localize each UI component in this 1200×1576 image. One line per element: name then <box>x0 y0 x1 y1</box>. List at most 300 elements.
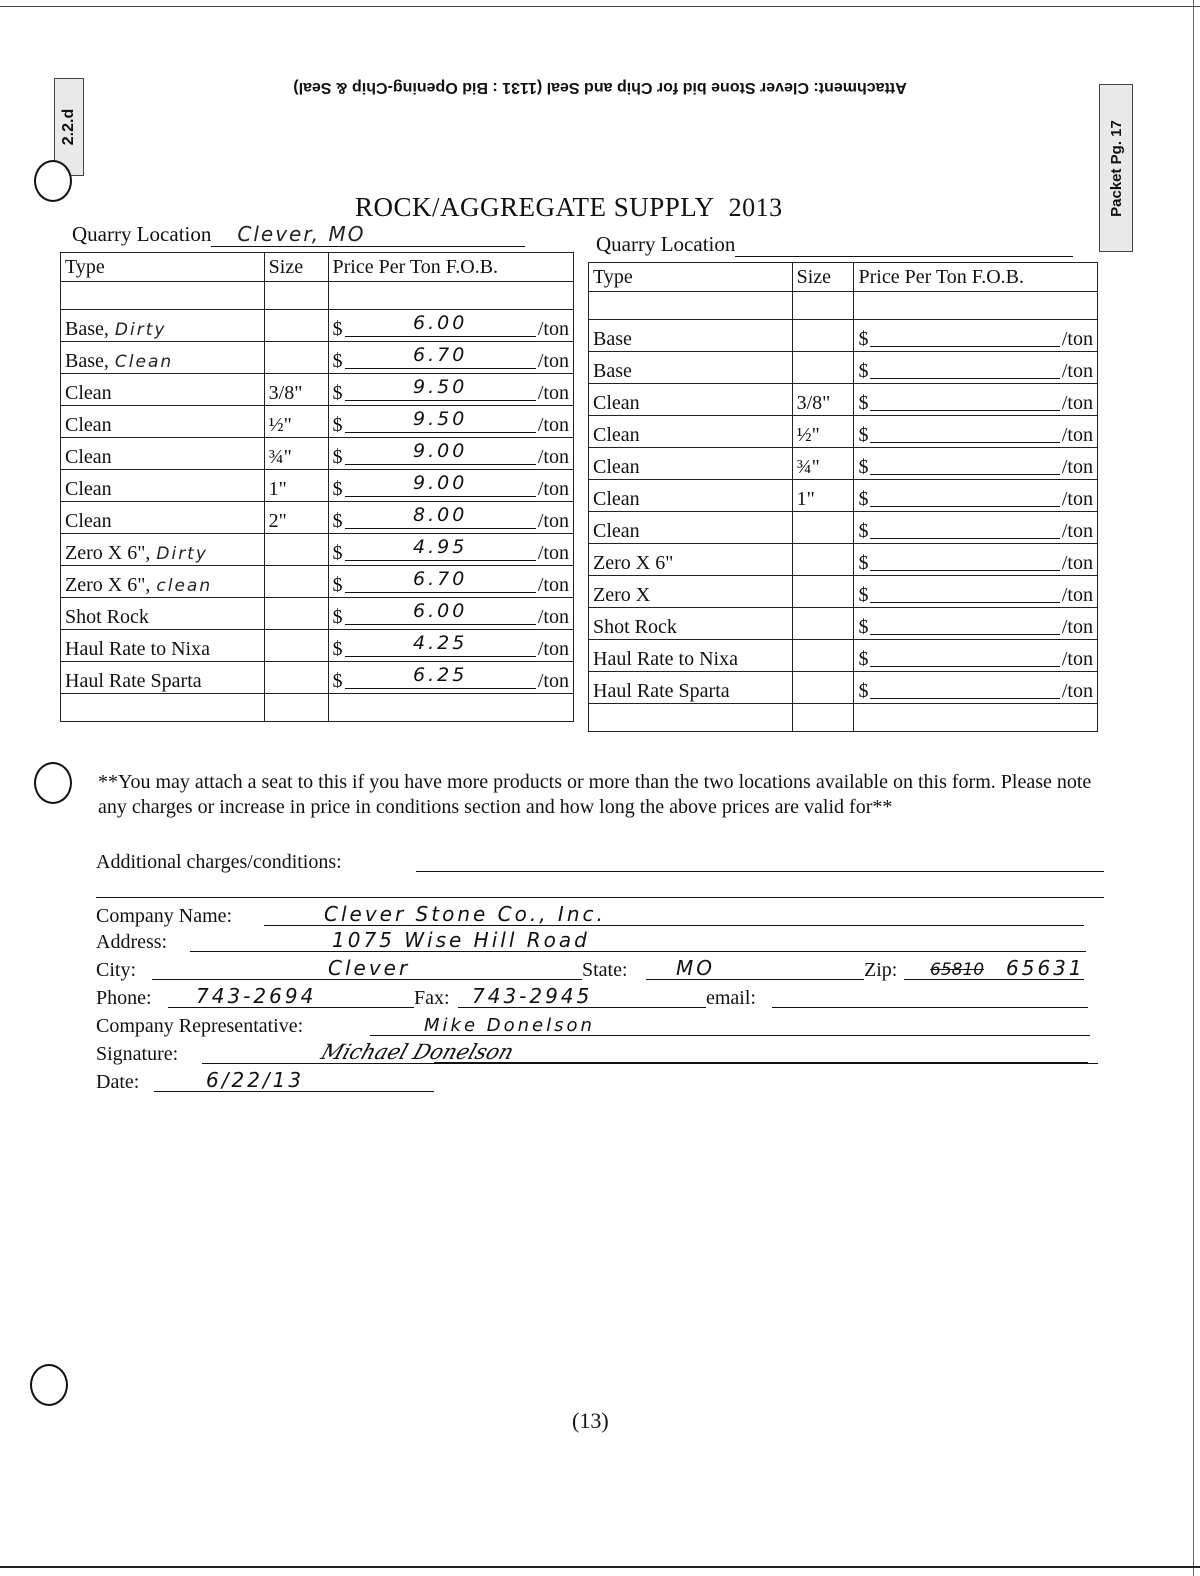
blank-cell <box>589 704 793 732</box>
size-cell <box>792 608 854 640</box>
size-cell <box>264 598 328 630</box>
unit-label: /ton <box>537 446 569 468</box>
price-cell <box>328 342 573 374</box>
table-row <box>589 480 1098 512</box>
size-cell <box>792 512 854 544</box>
unit-label: /ton <box>537 542 569 564</box>
type-cell <box>61 534 265 566</box>
price-cell <box>328 534 573 566</box>
type-text: Base <box>593 328 632 350</box>
quarry-location-label: Quarry Location <box>596 232 736 256</box>
table-row <box>61 470 574 502</box>
company-name-label: Company Name: <box>96 905 233 927</box>
quarry-location-right <box>596 232 1073 257</box>
blank-cell <box>328 282 573 310</box>
phone-label: Phone: <box>96 987 152 1009</box>
unit-label: /ton <box>1061 584 1093 606</box>
quarry-location-value: Clever, MO <box>211 222 525 247</box>
price-field <box>333 502 569 533</box>
packet-page-tab <box>1099 84 1133 252</box>
address-row <box>96 928 1096 956</box>
page-edge-right <box>1193 0 1194 1576</box>
page-edge-top <box>0 6 1200 7</box>
blank-cell <box>61 282 265 310</box>
left-price-table <box>60 252 574 722</box>
table-row <box>589 384 1098 416</box>
type-text: Haul Rate Sparta <box>593 680 730 702</box>
price-field <box>333 566 569 597</box>
unit-label: /ton <box>1061 456 1093 478</box>
unit-label: /ton <box>1061 488 1093 510</box>
price-value: 6.70 <box>345 342 536 369</box>
price-field <box>333 406 569 437</box>
currency-symbol: $ <box>858 648 869 670</box>
type-cell <box>589 352 793 384</box>
price-value <box>870 320 1059 347</box>
blank-row <box>61 694 574 722</box>
price-cell <box>328 662 573 694</box>
price-value: 4.25 <box>345 630 536 657</box>
currency-symbol: $ <box>858 616 869 638</box>
size-cell <box>792 544 854 576</box>
table-row <box>589 544 1098 576</box>
size-cell <box>264 310 328 342</box>
type-text: Clean <box>65 446 112 468</box>
table-row <box>61 374 574 406</box>
type-handwritten: Clean <box>114 352 174 372</box>
price-cell <box>854 448 1098 480</box>
price-value <box>870 576 1059 603</box>
type-cell <box>589 608 793 640</box>
type-cell <box>61 630 265 662</box>
unit-label: /ton <box>537 574 569 596</box>
price-field <box>858 672 1093 703</box>
price-value <box>870 480 1059 507</box>
type-text: Zero X <box>593 584 651 606</box>
price-cell <box>854 544 1098 576</box>
table-row <box>61 406 574 438</box>
currency-symbol: $ <box>858 392 869 414</box>
price-field <box>858 512 1093 543</box>
representative-value: Mike Donelson <box>424 1015 595 1036</box>
table-row <box>589 672 1098 704</box>
unit-label: /ton <box>1061 680 1093 702</box>
type-handwritten: Dirty <box>156 544 208 564</box>
instructions-note: **You may attach a seat to this if you have more products or more than the two locations available on this form. Please note any charges or increase in price in conditions section and how long the above prices are valid for** <box>98 771 1092 818</box>
currency-symbol: $ <box>332 670 343 692</box>
punch-hole <box>34 762 72 804</box>
size-header: Size <box>792 263 854 292</box>
size-cell <box>264 630 328 662</box>
price-field <box>858 352 1093 383</box>
blank-cell <box>328 694 573 722</box>
blank-row <box>61 282 574 310</box>
form-title-text: ROCK/AGGREGATE SUPPLY <box>355 192 715 222</box>
email-line <box>772 1007 1088 1008</box>
table-row <box>589 448 1098 480</box>
fax-value: 743-2945 <box>472 984 593 1008</box>
unit-label: /ton <box>1061 552 1093 574</box>
currency-symbol: $ <box>858 584 869 606</box>
date-trailing-line <box>434 1062 1088 1063</box>
price-value: 9.00 <box>345 470 536 497</box>
currency-symbol: $ <box>332 382 343 404</box>
table-row <box>61 630 574 662</box>
price-value <box>870 352 1059 379</box>
size-cell: 1" <box>792 480 854 512</box>
price-cell <box>854 320 1098 352</box>
price-field <box>858 448 1093 479</box>
type-cell <box>61 438 265 470</box>
city-label: City: <box>96 959 137 981</box>
price-value <box>870 640 1059 667</box>
price-value <box>870 512 1059 539</box>
type-text: Base <box>593 360 632 382</box>
size-cell: ½" <box>792 416 854 448</box>
currency-symbol: $ <box>858 552 869 574</box>
currency-symbol: $ <box>332 606 343 628</box>
blank-row <box>589 704 1098 732</box>
size-cell: ¾" <box>792 448 854 480</box>
price-value <box>870 608 1059 635</box>
company-name-value: Clever Stone Co., Inc. <box>324 902 606 926</box>
price-field <box>858 384 1093 415</box>
currency-symbol: $ <box>332 446 343 468</box>
price-cell <box>328 502 573 534</box>
unit-label: /ton <box>1061 360 1093 382</box>
currency-symbol: $ <box>858 680 869 702</box>
currency-symbol: $ <box>858 360 869 382</box>
table-row <box>61 534 574 566</box>
price-cell <box>328 598 573 630</box>
price-value <box>870 448 1059 475</box>
type-cell <box>61 598 265 630</box>
price-cell <box>328 470 573 502</box>
unit-label: /ton <box>1061 424 1093 446</box>
blank-cell <box>792 704 854 732</box>
type-text: Clean <box>593 488 640 510</box>
type-text: Clean <box>593 520 640 542</box>
price-value: 4.95 <box>345 534 536 561</box>
price-value <box>870 672 1059 699</box>
unit-label: /ton <box>537 478 569 500</box>
currency-symbol: $ <box>332 318 343 340</box>
blank-cell <box>589 292 793 320</box>
fax-label: Fax: <box>414 987 450 1009</box>
price-field <box>858 608 1093 639</box>
price-value <box>870 416 1059 443</box>
zip-label: Zip: <box>864 959 898 981</box>
type-cell <box>589 448 793 480</box>
company-row <box>96 902 1096 930</box>
type-cell <box>61 470 265 502</box>
price-value: 6.70 <box>345 566 536 593</box>
table-row <box>589 320 1098 352</box>
type-text: Haul Rate to Nixa <box>593 648 738 670</box>
unit-label: /ton <box>537 382 569 404</box>
table-row <box>589 416 1098 448</box>
blank-cell <box>854 704 1098 732</box>
currency-symbol: $ <box>332 414 343 436</box>
unit-label: /ton <box>537 350 569 372</box>
email-label: email: <box>706 987 756 1009</box>
price-cell <box>328 630 573 662</box>
type-text: Clean <box>65 478 112 500</box>
type-cell <box>61 662 265 694</box>
table-row <box>589 512 1098 544</box>
quarry-location-left <box>72 222 525 247</box>
price-field <box>333 534 569 565</box>
price-field <box>333 342 569 373</box>
price-header: Price Per Ton F.O.B. <box>328 253 573 282</box>
price-cell <box>854 672 1098 704</box>
type-text: Base, <box>65 318 109 340</box>
unit-label: /ton <box>537 638 569 660</box>
currency-symbol: $ <box>332 350 343 372</box>
signature-label: Signature: <box>96 1043 179 1065</box>
table-row <box>61 438 574 470</box>
type-header: Type <box>61 253 265 282</box>
type-text: Base, <box>65 350 109 372</box>
unit-label: /ton <box>1061 520 1093 542</box>
type-text: Zero X 6", <box>65 574 151 596</box>
additional-charges-line <box>416 871 1104 872</box>
type-cell <box>589 416 793 448</box>
signature-value: Michael Donelson <box>318 1040 517 1064</box>
price-cell <box>328 310 573 342</box>
currency-symbol: $ <box>332 510 343 532</box>
zip-struck-value: 65810 <box>930 960 985 980</box>
blank-cell <box>264 694 328 722</box>
size-cell <box>264 662 328 694</box>
additional-charges-row <box>96 848 1096 876</box>
type-text: Clean <box>65 510 112 532</box>
type-cell <box>589 544 793 576</box>
type-handwritten: Dirty <box>114 320 167 340</box>
type-cell <box>589 640 793 672</box>
price-field <box>333 470 569 501</box>
currency-symbol: $ <box>332 574 343 596</box>
price-field <box>858 320 1093 351</box>
table-row <box>589 640 1098 672</box>
size-cell <box>264 534 328 566</box>
type-cell <box>61 342 265 374</box>
price-field <box>858 576 1093 607</box>
type-text: Clean <box>65 382 112 404</box>
table-row <box>61 566 574 598</box>
price-cell <box>328 438 573 470</box>
price-value: 9.50 <box>345 374 536 401</box>
size-cell: 2" <box>264 502 328 534</box>
unit-label: /ton <box>1061 328 1093 350</box>
punch-hole <box>34 160 72 202</box>
conditions-line <box>96 897 1104 898</box>
date-label: Date: <box>96 1071 140 1093</box>
price-cell <box>328 566 573 598</box>
additional-charges-label: Additional charges/conditions: <box>96 851 342 873</box>
size-cell: ¾" <box>264 438 328 470</box>
punch-hole <box>30 1364 68 1406</box>
type-text: Clean <box>593 456 640 478</box>
type-cell <box>61 310 265 342</box>
packet-page-label: Packet Pg. 17 <box>1107 119 1125 217</box>
address-line <box>190 951 1086 952</box>
price-value: 6.00 <box>345 310 536 337</box>
price-cell <box>328 406 573 438</box>
price-field <box>333 310 569 341</box>
date-value: 6/22/13 <box>206 1068 305 1092</box>
type-text: Zero X 6", <box>65 542 151 564</box>
type-text: Haul Rate to Nixa <box>65 638 210 660</box>
size-cell <box>264 566 328 598</box>
size-cell <box>792 672 854 704</box>
price-cell <box>854 608 1098 640</box>
price-header: Price Per Ton F.O.B. <box>854 263 1098 292</box>
unit-label: /ton <box>537 414 569 436</box>
size-header: Size <box>264 253 328 282</box>
type-text: Clean <box>593 392 640 414</box>
attachment-header: Attachment: Clever Stone bid for Chip and Seal (1131 : Bid Opening-Chip & Seal) <box>293 79 907 96</box>
unit-label: /ton <box>537 318 569 340</box>
blank-cell <box>854 292 1098 320</box>
page-edge-bottom <box>0 1566 1200 1568</box>
type-cell <box>589 512 793 544</box>
blank-cell <box>61 694 265 722</box>
representative-row <box>96 1012 1096 1040</box>
price-cell <box>854 640 1098 672</box>
size-cell <box>264 342 328 374</box>
zip-value: 65631 <box>1006 956 1085 980</box>
conditions-row <box>96 874 1096 902</box>
currency-symbol: $ <box>858 328 869 350</box>
type-text: Clean <box>593 424 640 446</box>
table-row <box>589 576 1098 608</box>
price-field <box>858 544 1093 575</box>
address-value: 1075 Wise Hill Road <box>332 928 590 952</box>
right-price-table <box>588 262 1098 732</box>
currency-symbol: $ <box>858 488 869 510</box>
price-field <box>333 662 569 693</box>
currency-symbol: $ <box>332 638 343 660</box>
price-field <box>858 640 1093 671</box>
price-field <box>333 630 569 661</box>
table-row <box>61 310 574 342</box>
price-field <box>858 480 1093 511</box>
blank-row <box>589 292 1098 320</box>
address-label: Address: <box>96 931 168 953</box>
price-cell <box>854 384 1098 416</box>
price-field <box>858 416 1093 447</box>
form-title <box>355 192 783 223</box>
unit-label: /ton <box>537 670 569 692</box>
price-cell <box>854 512 1098 544</box>
price-cell <box>854 480 1098 512</box>
unit-label: /ton <box>1061 648 1093 670</box>
currency-symbol: $ <box>858 424 869 446</box>
type-cell <box>61 502 265 534</box>
unit-label: /ton <box>537 510 569 532</box>
table-row <box>61 342 574 374</box>
type-handwritten: clean <box>156 576 213 596</box>
type-cell <box>589 320 793 352</box>
table-header-row <box>589 263 1098 292</box>
size-cell <box>792 640 854 672</box>
phone-value: 743-2694 <box>196 984 317 1008</box>
type-cell <box>589 384 793 416</box>
blank-cell <box>264 282 328 310</box>
table-row <box>589 608 1098 640</box>
type-text: Shot Rock <box>593 616 677 638</box>
size-cell: ½" <box>264 406 328 438</box>
quarry-location-label: Quarry Location <box>72 222 212 246</box>
date-row <box>96 1068 1096 1096</box>
table-row <box>61 662 574 694</box>
table-row <box>61 598 574 630</box>
price-value: 6.00 <box>345 598 536 625</box>
size-cell: 1" <box>264 470 328 502</box>
representative-label: Company Representative: <box>96 1015 304 1037</box>
price-value <box>870 544 1059 571</box>
page-number: (13) <box>572 1408 609 1433</box>
type-cell <box>61 374 265 406</box>
price-field <box>333 438 569 469</box>
price-field <box>333 374 569 405</box>
type-header: Type <box>589 263 793 292</box>
table-header-row <box>61 253 574 282</box>
price-cell <box>328 374 573 406</box>
price-cell <box>854 416 1098 448</box>
size-cell <box>792 320 854 352</box>
quarry-location-value <box>735 256 1073 257</box>
unit-label: /ton <box>1061 616 1093 638</box>
form-year: 2013 <box>728 193 783 222</box>
phone-fax-email-row <box>96 984 1096 1012</box>
currency-symbol: $ <box>858 456 869 478</box>
type-cell <box>589 480 793 512</box>
price-value: 9.00 <box>345 438 536 465</box>
price-value: 8.00 <box>345 502 536 529</box>
blank-cell <box>792 292 854 320</box>
size-cell <box>792 352 854 384</box>
type-cell <box>589 672 793 704</box>
type-text: Shot Rock <box>65 606 149 628</box>
size-cell: 3/8" <box>792 384 854 416</box>
price-cell <box>854 352 1098 384</box>
size-cell: 3/8" <box>264 374 328 406</box>
state-value: MO <box>676 956 715 980</box>
price-value <box>870 384 1059 411</box>
size-cell <box>792 576 854 608</box>
city-value: Clever <box>328 956 411 980</box>
signature-row <box>96 1040 1096 1068</box>
section-tab-label: 2.2.d <box>60 108 77 146</box>
price-value: 6.25 <box>345 662 536 689</box>
city-state-zip-row <box>96 956 1096 984</box>
state-label: State: <box>582 959 628 981</box>
currency-symbol: $ <box>858 520 869 542</box>
type-text: Zero X 6" <box>593 552 674 574</box>
price-cell <box>854 576 1098 608</box>
currency-symbol: $ <box>332 542 343 564</box>
unit-label: /ton <box>537 606 569 628</box>
currency-symbol: $ <box>332 478 343 500</box>
table-row <box>589 352 1098 384</box>
type-cell <box>61 566 265 598</box>
type-cell <box>589 576 793 608</box>
unit-label: /ton <box>1061 392 1093 414</box>
type-cell <box>61 406 265 438</box>
type-text: Haul Rate Sparta <box>65 670 202 692</box>
